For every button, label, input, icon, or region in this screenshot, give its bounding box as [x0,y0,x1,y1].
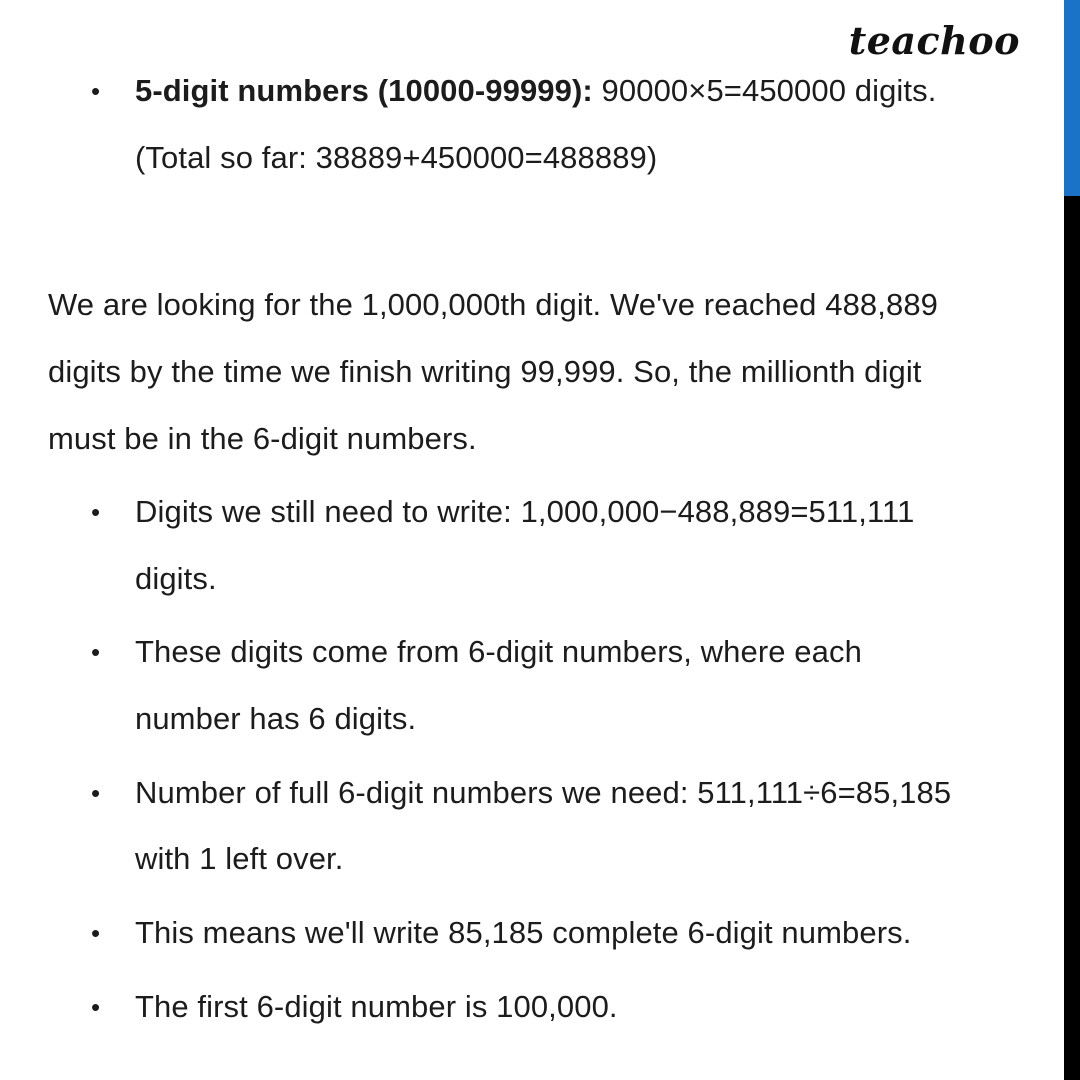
side-scroll-bar [1064,0,1080,1080]
list-item-line: digits. [135,561,217,596]
bullet-dot: • [91,637,101,667]
list-item-line: number has 6 digits. [135,701,417,736]
bullet-dot: • [91,918,101,948]
bullet-continuation: (Total so far: 38889+450000=488889) [135,140,658,175]
list-item-line: Number of full 6-digit numbers we need: 511,111÷6=85,185 [135,775,952,810]
paragraph-line: digits by the time we finish writing 99,999. So, the millionth digit [48,354,922,389]
side-bar-accent [1064,0,1080,196]
list-item-line: Digits we still need to write: 1,000,000−488,889=511,111 [135,494,915,529]
list-item-line: These digits come from 6-digit numbers, where each [135,634,862,669]
bullet-text: 90000×5=450000 digits. [592,73,937,108]
paragraph-line: must be in the 6-digit numbers. [48,421,477,456]
bullet-line [135,71,936,111]
bullet-dot: • [91,992,101,1022]
bullet-dot: • [91,778,101,808]
bullet-dot: • [91,497,101,527]
list-item-line: This means we'll write 85,185 complete 6-digit numbers. [135,915,912,950]
teachoo-logo: teachoo [848,18,1020,63]
list-item-line: The first 6-digit number is 100,000. [135,989,618,1024]
bullet-bold-label: 5-digit numbers (10000-99999): [135,73,593,108]
paragraph-line: We are looking for the 1,000,000th digit. We've reached 488,889 [48,287,938,322]
list-item-line: with 1 left over. [135,841,344,876]
bullet-dot: • [91,76,101,106]
